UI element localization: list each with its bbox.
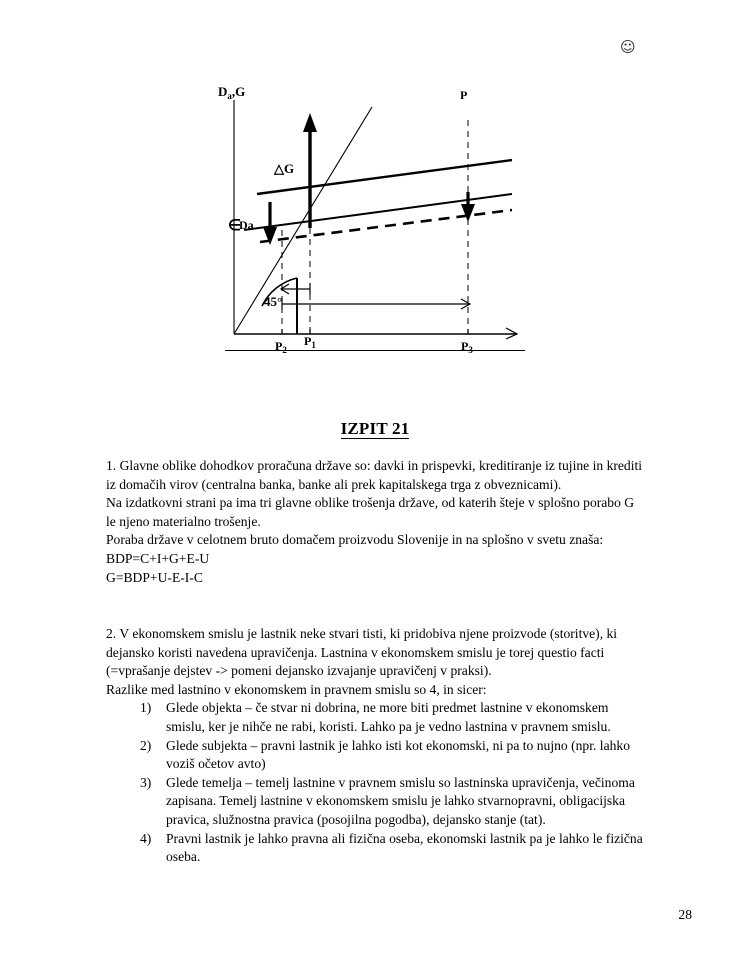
- economics-diagram: [212, 82, 532, 360]
- shifted-schedule-dashed-line: [260, 210, 512, 242]
- delta-da-label: Da: [239, 218, 254, 232]
- delta-g-label: △G: [274, 161, 295, 176]
- list-item: Glede temelja – temelj lastnine v pravnem smislu so lastninska upravičenja, večinoma zapisana. Temelj lastnine v ekonomskem smislu je lahko stvarnopravni, obligacijska pravica, služnostna pravica (posojilna pogodba), dejansko stanje (tat).: [166, 774, 635, 827]
- p-line-label: P: [460, 88, 468, 102]
- section-2-paragraph-2: Razlike med lastnino v ekonomskem in pravnem smislu so 4, in sicer:: [106, 681, 487, 697]
- page-title: [0, 419, 750, 439]
- delta-da-symbol: ∈: [228, 218, 242, 234]
- section-1-paragraph-2: Na izdatkovni strani pa ima tri glavne oblike trošenja države, od katerih šteje v splošno porabo G le njeno materialno trošenje.: [106, 495, 635, 529]
- section-2-paragraph-1: 2. V ekonomskem smislu je lastnik neke stvari tisti, ki pridobiva njene proizvode (storitve), ki dejansko koristi navedena upravičenja. Lastnina v ekonomskem smislu je torej questio facti (=vprašanje dejstev -> pomeni dejansko izvajanje upravičenj v praksi).: [106, 626, 618, 679]
- list-item: Pravni lastnik je lahko pravna ali fizična oseba, ekonomski lastnik pa je lahko le fizična oseba.: [166, 830, 643, 865]
- smiley-face-icon: ☺: [620, 38, 636, 56]
- y-axis-label: $D_a,G$: [218, 84, 246, 101]
- section-1: [106, 457, 646, 587]
- forty-five-degree-line: [234, 107, 372, 334]
- section-1-paragraph-3: Poraba države v celotnem bruto domačem proizvodu Slovenije in na splošno v svetu znaša:: [106, 532, 604, 548]
- x-tick-label-p2: $P_2$: [275, 339, 287, 355]
- formula-bdp: BDP=C+I+G+E-U: [106, 550, 210, 566]
- page-number: 28: [678, 907, 692, 922]
- section-2: [106, 625, 646, 867]
- x-tick-label-p1: $P_1$: [304, 334, 316, 350]
- list-item: Glede subjekta – pravni lastnik je lahko isti kot ekonomski, ni pa to nujno (npr. lahko voziš očetov avto): [166, 737, 631, 772]
- formula-g: G=BDP+U-E-I-C: [106, 569, 203, 585]
- list-item: Glede objekta – če stvar ni dobrina, ne more biti predmet lastnine v ekonomskem smislu, ker je nihče ne rabi, koristi. Lahko pa je vedno lastnina v pravnem smislu.: [166, 700, 611, 734]
- figure-bottom-rule: [225, 350, 525, 351]
- page-title-text: IZPIT 21: [340, 419, 410, 438]
- x-tick-label-p3: $P_3$: [461, 339, 473, 355]
- differences-list: [106, 699, 646, 866]
- upper-schedule-line: [257, 160, 512, 194]
- delta-g-arrow-head: [303, 113, 317, 132]
- section-1-paragraph-1: 1. Glavne oblike dohodkov proračuna države so: davki in prispevki, kreditiranje iz tujine in krediti iz domačih virov (centralna banka, banke ali prek kapitalskega trga z obveznicami).: [106, 458, 643, 492]
- angle-label: 45°: [264, 294, 283, 309]
